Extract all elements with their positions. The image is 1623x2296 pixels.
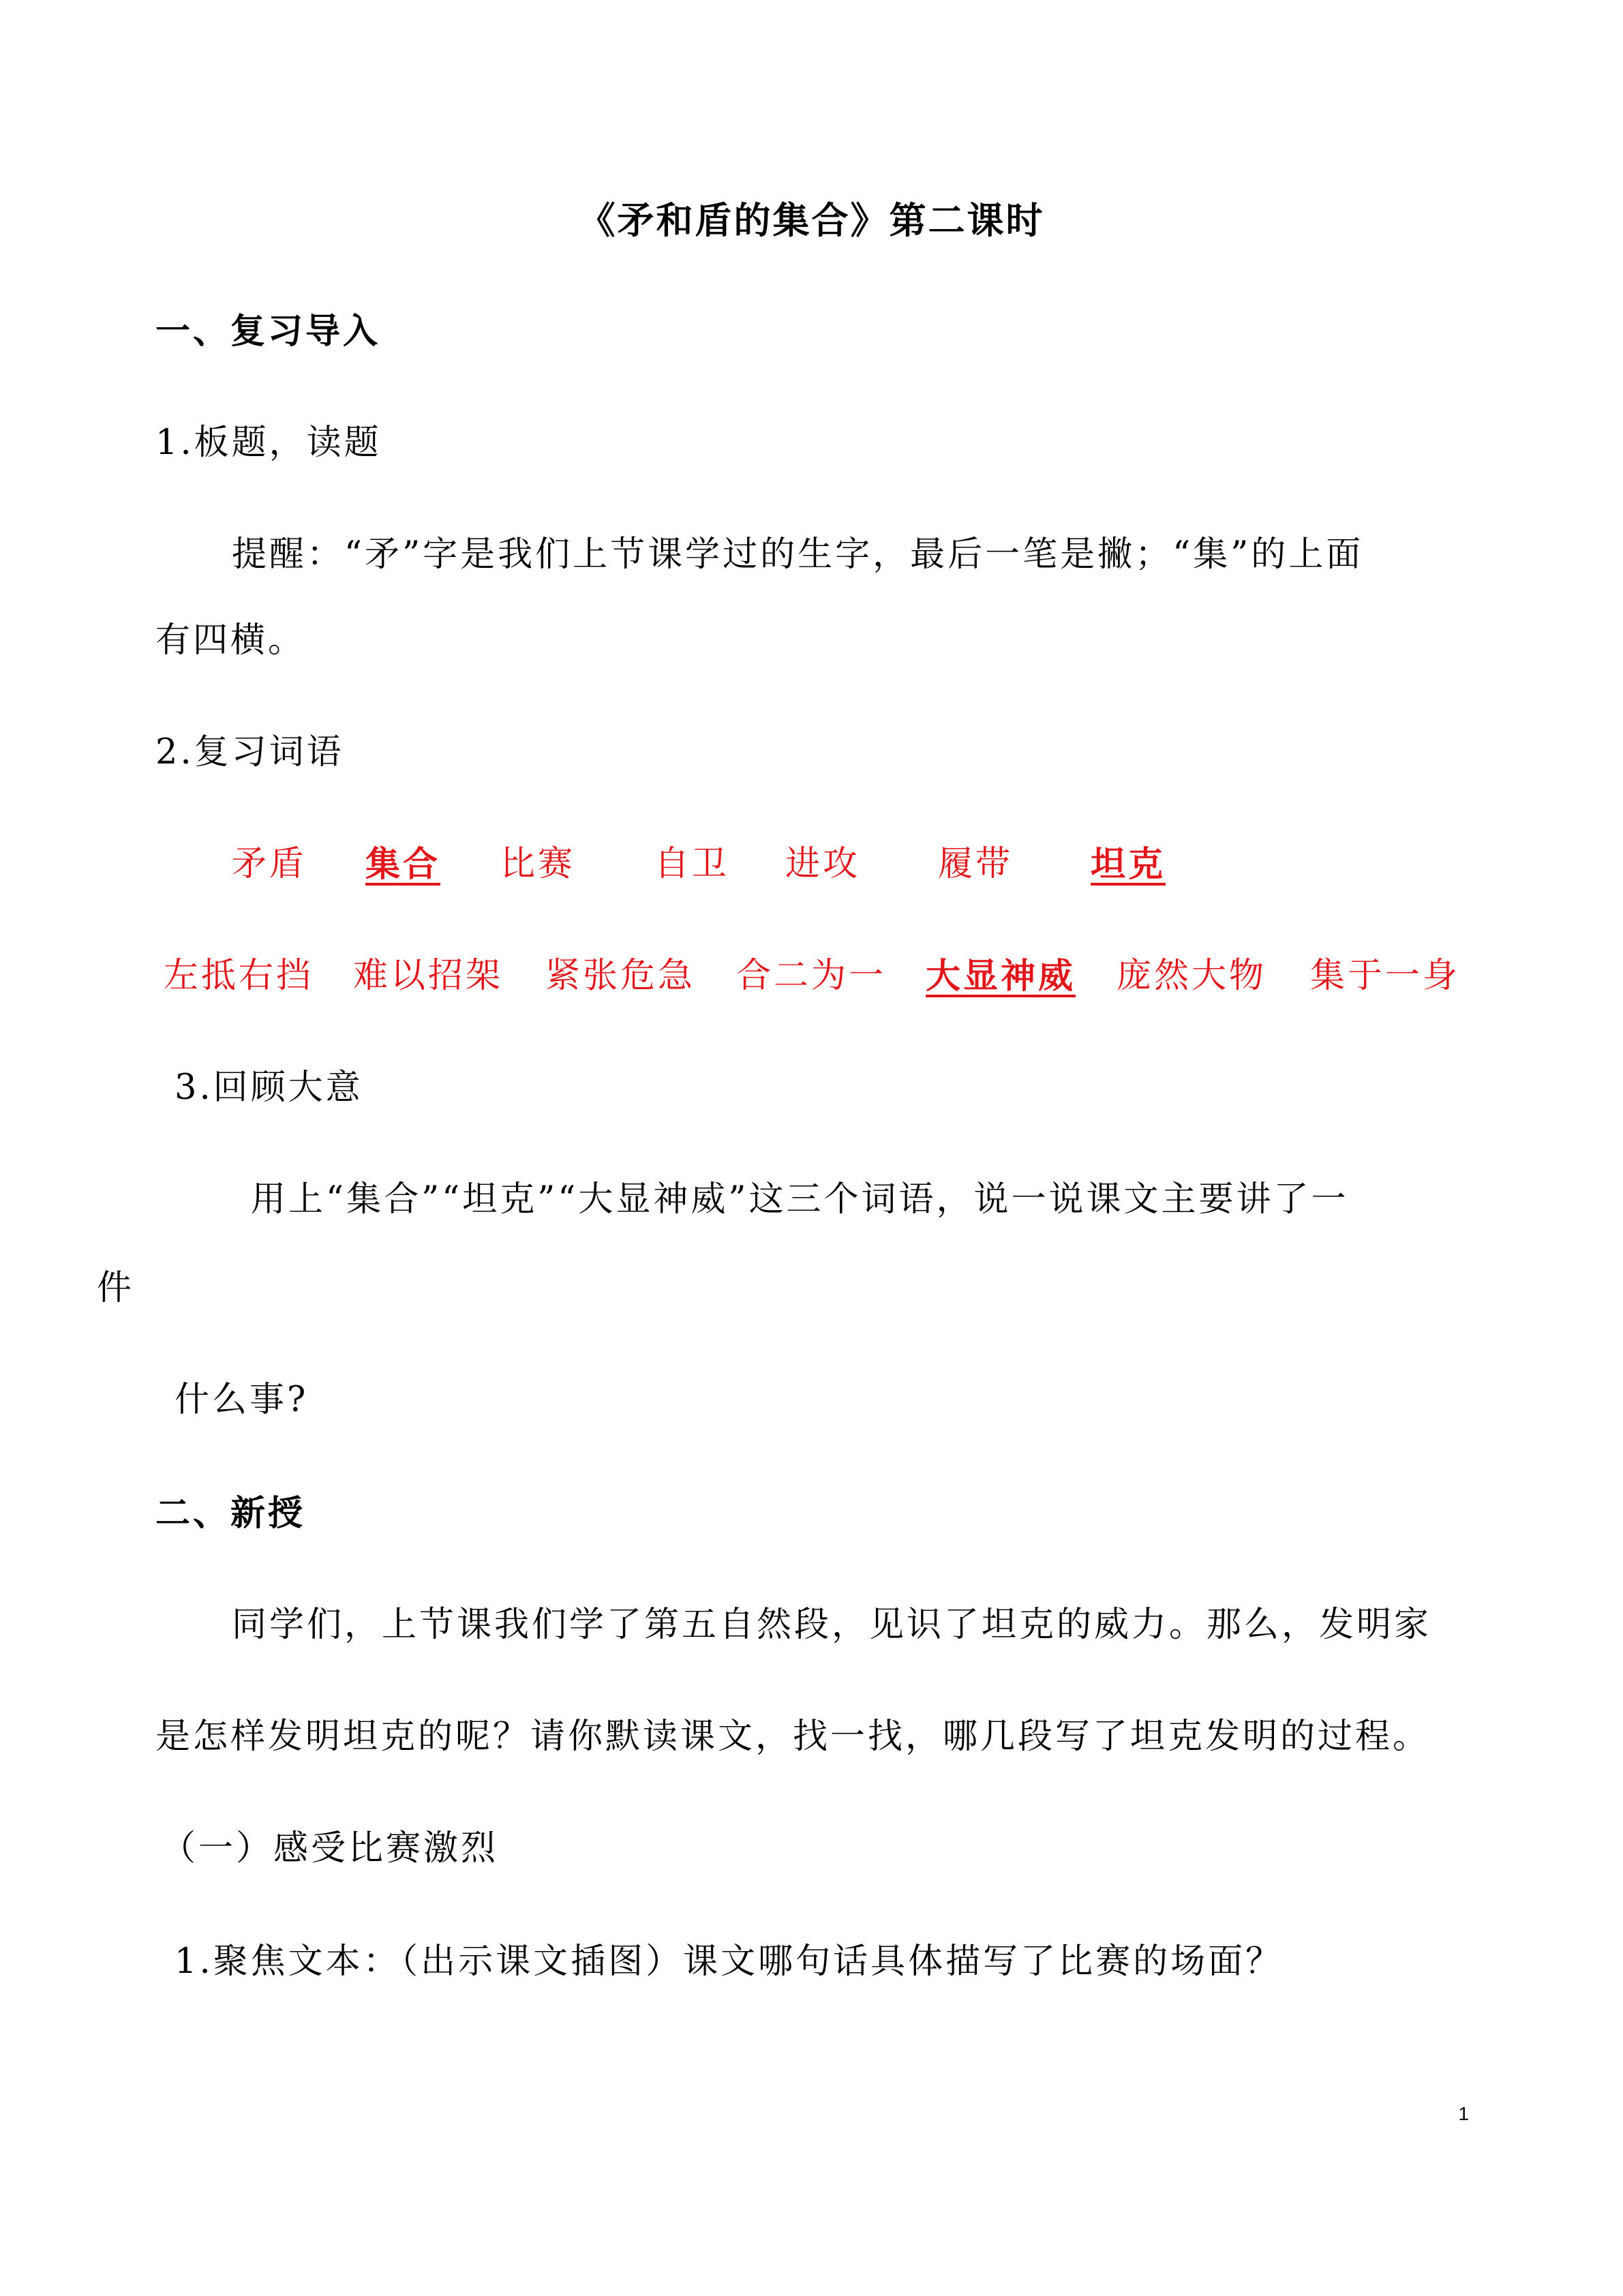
intro-para-line-2: 是怎样发明坦克的呢？请你默读课文，找一找，哪几段写了坦克发明的过程。 xyxy=(155,1717,1431,1757)
page-title: 《矛和盾的集合》第二课时 xyxy=(578,198,1045,242)
subheading-competition: （一）感受比赛激烈 xyxy=(161,1828,499,1869)
intro-para-line-1: 同学们，上节课我们学了第五自然段，见识了坦克的威力。那么，发明家 xyxy=(232,1605,1432,1645)
task-line-1: 用上“集合”“坦克”“大显神威”这三个词语，说一说课文主要讲了一 xyxy=(251,1179,1349,1220)
vocab-word: 庞然大物 xyxy=(1117,956,1267,996)
vocab-word: 履带 xyxy=(938,844,1014,884)
task-line-3: 什么事? xyxy=(175,1380,309,1420)
vocab-word: 矛盾 xyxy=(232,844,307,884)
section-heading-review: 一、复习导入 xyxy=(155,311,381,352)
vocab-word: 比赛 xyxy=(500,844,576,884)
reminder-line-1: 提醒：“矛”字是我们上节课学过的生字，最后一笔是撇；“集”的上面 xyxy=(232,534,1364,575)
vocab-row-2 xyxy=(0,954,1623,998)
vocab-word: 合二为一 xyxy=(736,956,887,996)
vocab-word-highlighted: 大显神威 xyxy=(926,956,1076,997)
vocab-word: 集于一身 xyxy=(1310,956,1461,996)
reminder-line-2: 有四横。 xyxy=(155,620,306,661)
vocab-word: 紧张危急 xyxy=(545,956,696,996)
vocab-row-1 xyxy=(0,843,1623,886)
vocab-word: 难以招架 xyxy=(353,956,504,996)
vocab-word: 自卫 xyxy=(654,844,730,884)
section-heading-new: 二、新授 xyxy=(155,1493,306,1534)
vocab-word-highlighted: 集合 xyxy=(365,844,441,885)
vocab-word-highlighted: 坦克 xyxy=(1091,844,1166,885)
page-number: 1 xyxy=(1458,2103,1469,2124)
vocab-word: 进攻 xyxy=(785,844,861,884)
focus-item-1: 1.聚焦文本：（出示课文插图）课文哪句话具体描写了比赛的场面？ xyxy=(175,1942,1284,1982)
vocab-word: 左抵右挡 xyxy=(164,956,314,996)
review-item-2: 2.复习词语 xyxy=(155,732,344,772)
review-item-1: 1.板题，读题 xyxy=(155,423,382,463)
task-line-2: 件 xyxy=(97,1268,135,1308)
review-item-3: 3.回顾大意 xyxy=(175,1068,363,1108)
